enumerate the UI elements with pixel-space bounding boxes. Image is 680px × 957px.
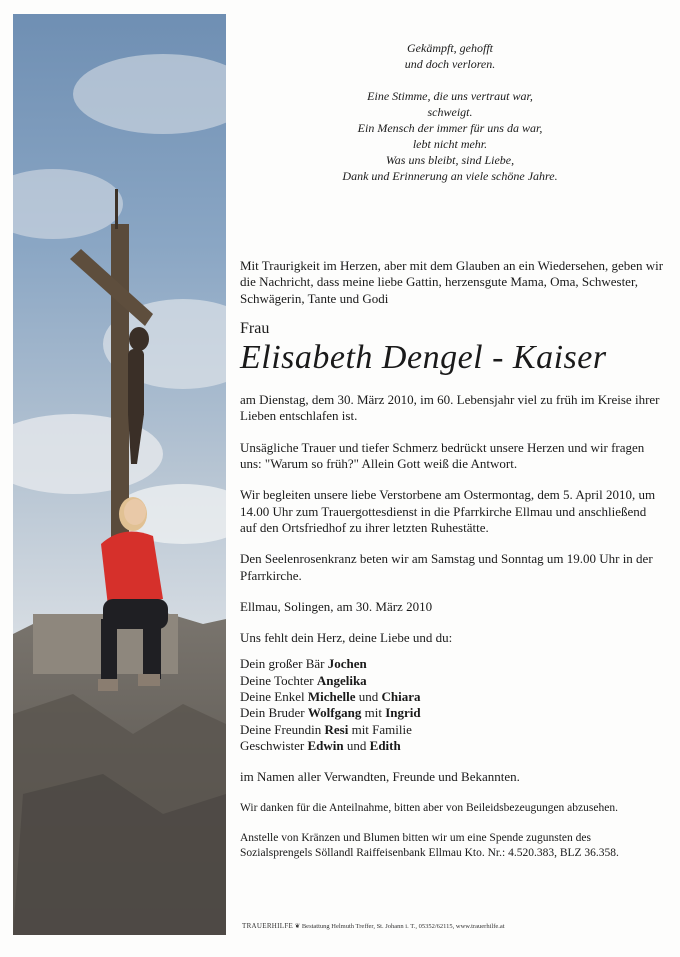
poem-line: Ein Mensch der immer für uns da war,: [357, 121, 543, 135]
obituary-body: [240, 258, 665, 861]
footer-details: Bestattung Helmuth Treffer, St. Johann i. T., 05352/62115, www.trauerhilfe.at: [301, 923, 505, 930]
poem-line: Gekämpft, gehofft: [407, 41, 493, 55]
poem-line: lebt nicht mehr.: [412, 137, 488, 151]
thanks-text: Wir danken für die Anteilnahme, bitten aber von Beileidsbezeugungen abzusehen.: [240, 801, 618, 814]
footer-brand: TRAUERHILFE: [242, 922, 294, 930]
poem-line: Dank und Erinnerung an viele schöne Jahre.: [342, 169, 558, 183]
poem-stanza-1: [240, 40, 660, 72]
mourner-line: Deine Freundin Resi mit Familie: [240, 721, 412, 737]
mourner-line: Deine Tochter Angelika: [240, 672, 367, 688]
leaf-icon: ❦: [294, 923, 301, 930]
rosary-text: Den Seelenrosenkranz beten wir am Samstag und Sonntag um 19.00 Uhr in der Pfarrkirche.: [240, 551, 653, 583]
poem-line: Was uns bleibt, sind Liebe,: [385, 153, 515, 167]
deceased-name: Elisabeth Dengel - Kaiser: [240, 339, 607, 377]
death-text: am Dienstag, dem 30. März 2010, im 60. Lebensjahr viel zu früh im Kreise ihrer Lieben entschlafen ist.: [240, 392, 660, 424]
mourner-line: Dein großer Bär Jochen: [240, 656, 367, 672]
mourner-line: Geschwister Edwin und Edith: [240, 737, 401, 753]
poem: [240, 40, 660, 200]
summit-cross-photo: [13, 14, 226, 935]
place-date: Ellmau, Solingen, am 30. März 2010: [240, 598, 433, 614]
donation-text: Anstelle von Kränzen und Blumen bitten wir um eine Spende zugunsten des Sozialsprengels Söllandl Raiffeisenbank Ellmau Kto. Nr.: 4.520.383, BLZ 36.358.: [240, 831, 619, 859]
mourner-line: Deine Enkel Michelle und Chiara: [240, 689, 421, 705]
relatives-text: im Namen aller Verwandten, Freunde und Bekannten.: [240, 769, 520, 785]
memorial-photo: [13, 14, 226, 935]
intro-text: Mit Traurigkeit im Herzen, aber mit dem Glauben an ein Wiedersehen, geben wir die Nachricht, dass meine liebe Gattin, herzensgute Mama, Oma, Schwester, Schwägerin, Tante und Godi: [240, 258, 664, 306]
name-prefix: Frau: [240, 319, 270, 337]
funeral-text: Wir begleiten unsere liebe Verstorbene am Ostermontag, dem 5. April 2010, um 14.00 Uhr zum Trauergottesdienst in die Pfarrkirche Ellmau und anschließend auf den Ortsfriedhof zu ihrer letzten Ruhestätte.: [240, 487, 656, 535]
mourner-list: [240, 656, 665, 754]
poem-line: schweigt.: [427, 105, 473, 119]
farewell-text: Uns fehlt dein Herz, deine Liebe und du:: [240, 630, 453, 646]
grief-text: Unsägliche Trauer und tiefer Schmerz bedrückt unsere Herzen und wir fragen uns: "Warum so früh?" Allein Gott weiß die Antwort.: [240, 439, 645, 472]
poem-stanza-2: [240, 88, 660, 184]
mourner-line: Dein Bruder Wolfgang mit Ingrid: [240, 705, 421, 721]
poem-line: und doch verloren.: [404, 57, 496, 71]
footer: [242, 922, 505, 930]
poem-line: Eine Stimme, die uns vertraut war,: [367, 89, 533, 103]
